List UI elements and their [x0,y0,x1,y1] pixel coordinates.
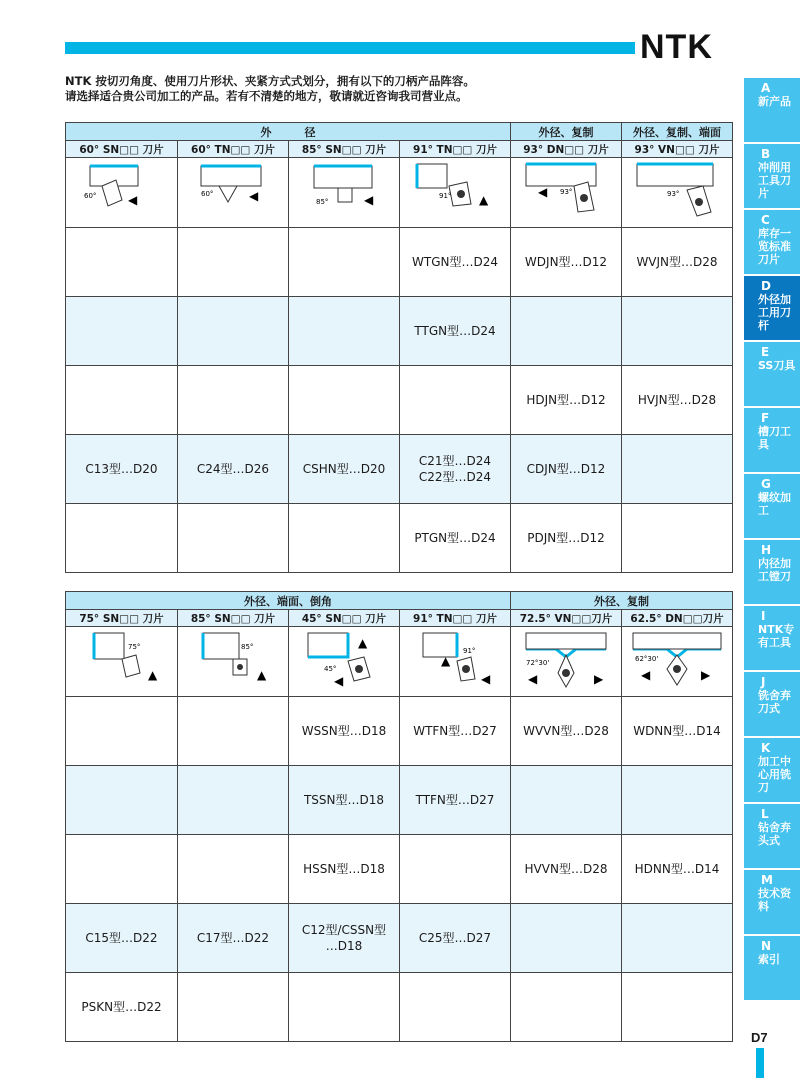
column-header: 75° SN□□ 刀片 [66,610,178,627]
svg-text:62°30': 62°30' [635,654,659,663]
table-cell [622,904,733,973]
index-tab-m[interactable]: M 技术资料 [744,870,800,936]
table-cell [622,504,733,573]
svg-text:◀: ◀ [538,184,548,199]
table-cell: TTGN型…D24 [400,297,511,366]
tool-figure-cell [178,627,289,697]
table-cell [66,697,178,766]
svg-text:75°: 75° [127,642,140,651]
tool-diagram-icon [405,629,505,695]
cell-line: …D18 [325,939,363,953]
tool-diagram-icon [294,629,394,695]
group-header-outer: 外 径 [66,123,511,141]
table-cell: C25型…D27 [400,904,511,973]
table-cell [622,435,733,504]
cell-line: C21型…D24 [418,454,492,468]
table-cell [289,228,400,297]
table-cell [66,766,178,835]
table-cell: HVVN型…D28 [511,835,622,904]
table-cell [289,973,400,1042]
table-cell [66,835,178,904]
tool-diagram-icon [294,160,394,226]
index-tab-a[interactable]: A 新产品 [744,78,800,144]
column-header: 93° VN□□ 刀片 [622,141,733,158]
table-cell [511,973,622,1042]
table-cell [400,973,511,1042]
table-cell: PDJN型…D12 [511,504,622,573]
svg-text:▲: ▲ [479,192,489,207]
table-cell: C15型…D22 [66,904,178,973]
page-number-bar [756,1048,764,1078]
group-header-outer-copy: 外径、复制 [511,592,733,610]
svg-text:85°: 85° [316,197,329,206]
index-tab-i[interactable]: I NTK专有工具 [744,606,800,672]
svg-text:91°: 91° [463,646,476,655]
table-cell [400,366,511,435]
column-header: 62.5° DN□□刀片 [622,610,733,627]
column-header: 91° TN□□ 刀片 [400,141,511,158]
ntk-logo: NTK [640,28,713,66]
table-cell: C13型…D20 [66,435,178,504]
table-cell: C24型…D26 [178,435,289,504]
tool-figure-cell [66,627,178,697]
table-cell [178,297,289,366]
svg-text:◀: ◀ [249,188,259,203]
tool-diagram-icon [627,160,727,226]
index-tab-n[interactable]: N 索引 [744,936,800,1002]
tool-figure-cell [289,627,400,697]
table-cell: WVVN型…D28 [511,697,622,766]
svg-text:◀: ◀ [481,671,491,686]
cell-line: C22型…D24 [418,470,492,484]
intro-line-1: NTK 按切刃角度、使用刀片形状、夹紧方式式划分，拥有以下的刀柄产品阵容。 [65,74,475,88]
svg-text:72°30': 72°30' [526,658,550,667]
table-cell [178,697,289,766]
table-cell: CSHN型…D20 [289,435,400,504]
table-cell [400,835,511,904]
table-cell: WTFN型…D27 [400,697,511,766]
index-tab-f[interactable]: F 槽刀工具 [744,408,800,474]
index-tab-d[interactable]: D 外径加工用刀杆 [744,276,800,342]
svg-text:93°: 93° [560,187,573,196]
header-accent-bar [65,42,635,54]
column-header: 91° TN□□ 刀片 [400,610,511,627]
holder-table-2 [65,591,733,1042]
table-cell [66,504,178,573]
svg-text:▶: ▶ [594,671,604,686]
table-cell: PTGN型…D24 [400,504,511,573]
table-cell [289,297,400,366]
column-header: 85° SN□□ 刀片 [178,610,289,627]
table-cell [178,835,289,904]
svg-text:60°: 60° [201,189,214,198]
table-cell [622,973,733,1042]
tool-figure-cell [622,158,733,228]
index-tab-e[interactable]: E SS刀具 [744,342,800,408]
table-cell: TSSN型…D18 [289,766,400,835]
table-cell: PSKN型…D22 [66,973,178,1042]
table-cell: HSSN型…D18 [289,835,400,904]
column-header: 93° DN□□ 刀片 [511,141,622,158]
table-cell [511,297,622,366]
tool-diagram-icon [72,160,172,226]
table-cell: HDJN型…D12 [511,366,622,435]
svg-text:▲: ▲ [358,635,368,650]
tool-diagram-icon [183,629,283,695]
tool-diagram-icon [627,629,727,695]
table-cell: WTGN型…D24 [400,228,511,297]
index-tab-l[interactable]: L 钻舍弃头式 [744,804,800,870]
column-header: 60° TN□□ 刀片 [178,141,289,158]
tool-figure-cell [511,627,622,697]
table-cell [622,766,733,835]
table-cell: WDJN型…D12 [511,228,622,297]
intro-text [65,74,475,104]
table-cell [66,366,178,435]
svg-text:▲: ▲ [257,667,267,682]
table-cell [289,504,400,573]
group-header-outer-copy-face: 外径、复制、端面 [622,123,733,141]
index-tab-h[interactable]: H 内径加工镗刀 [744,540,800,606]
svg-text:▲: ▲ [441,653,451,668]
column-header: 85° SN□□ 刀片 [289,141,400,158]
table-cell: TTFN型…D27 [400,766,511,835]
group-header-outer-face-chamfer: 外径、端面、倒角 [66,592,511,610]
tool-figure-cell [622,627,733,697]
index-tab-g[interactable]: G 螺纹加工 [744,474,800,540]
cell-line: C12型/CSSN型 [301,923,387,937]
tool-figure-cell [511,158,622,228]
svg-text:93°: 93° [667,189,680,198]
svg-text:◀: ◀ [528,671,538,686]
intro-line-2: 请选择适合贵公司加工的产品。若有不清楚的地方，敬请就近咨询我司营业点。 [65,89,468,103]
table-cell [66,228,178,297]
table-cell: WDNN型…D14 [622,697,733,766]
tool-diagram-icon [516,629,616,695]
table-cell: WSSN型…D18 [289,697,400,766]
index-tab-c[interactable]: C 库存一览标准刀片 [744,210,800,276]
page-number: D7 [751,1030,768,1045]
svg-text:◀: ◀ [127,192,137,207]
table-cell [178,228,289,297]
column-header: 60° SN□□ 刀片 [66,141,178,158]
table-cell [511,766,622,835]
table-cell: C17型…D22 [178,904,289,973]
table-cell [178,766,289,835]
table-cell [622,297,733,366]
index-tab-b[interactable]: B 冲削用工具刀片 [744,144,800,210]
table-cell [178,973,289,1042]
index-tab-k[interactable]: K 加工中心用铣刀 [744,738,800,804]
tool-figure-cell [400,158,511,228]
svg-text:◀: ◀ [364,192,374,207]
tool-figure-cell [66,158,178,228]
tool-diagram-icon [72,629,172,695]
table-cell: CDJN型…D12 [511,435,622,504]
table-cell: HVJN型…D28 [622,366,733,435]
index-tab-j[interactable]: J 铣舍弃刀式 [744,672,800,738]
holder-table-1 [65,122,733,573]
table-cell [178,366,289,435]
svg-text:◀: ◀ [641,667,651,682]
table-cell [289,366,400,435]
tool-diagram-icon [516,160,616,226]
table-cell [178,504,289,573]
table-cell-multi [289,904,400,973]
tool-diagram-icon [183,160,283,226]
column-header: 45° SN□□ 刀片 [289,610,400,627]
tool-diagram-icon [405,160,505,226]
svg-text:◀: ◀ [334,673,344,688]
svg-text:60°: 60° [83,191,96,200]
svg-text:91°: 91° [439,191,452,200]
svg-text:▶: ▶ [701,667,711,682]
section-index-tabs [744,78,800,1002]
tool-figure-cell [400,627,511,697]
svg-text:85°: 85° [241,642,254,651]
tool-figure-cell [289,158,400,228]
table-cell: WVJN型…D28 [622,228,733,297]
table-cell: HDNN型…D14 [622,835,733,904]
table-cell [511,904,622,973]
svg-text:▲: ▲ [147,667,157,682]
table-cell [66,297,178,366]
table-cell-multi [400,435,511,504]
tool-figure-cell [178,158,289,228]
svg-text:45°: 45° [324,664,337,673]
column-header: 72.5° VN□□刀片 [511,610,622,627]
group-header-outer-copy: 外径、复制 [511,123,622,141]
